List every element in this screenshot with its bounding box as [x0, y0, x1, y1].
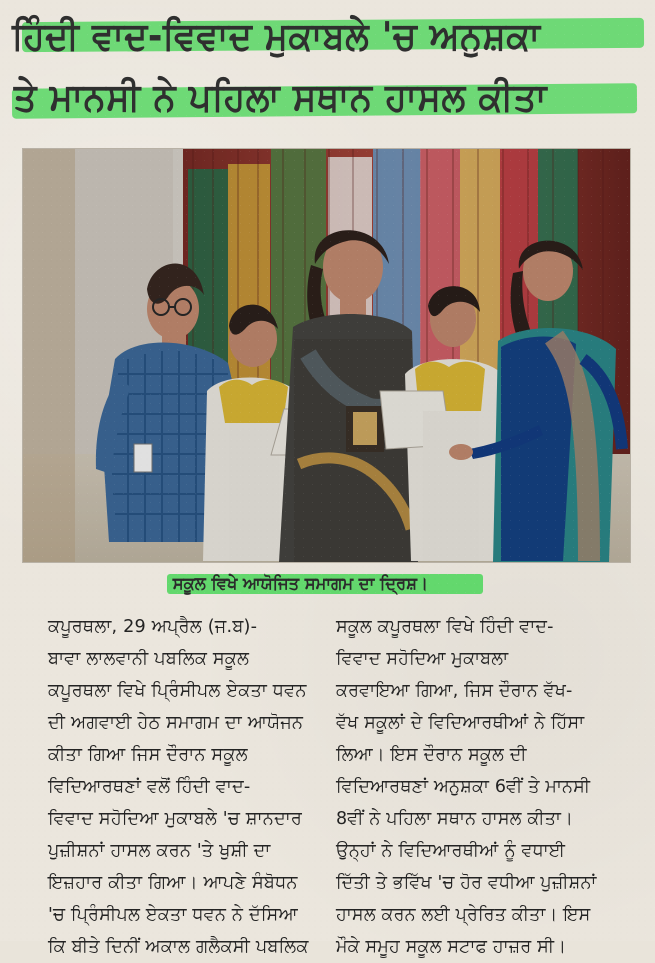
left-column-line: ਵਿਵਾਦ ਸਹੋਦਿਆ ਮੁਕਾਬਲੇ 'ਚ ਸ਼ਾਨਦਾਰ	[48, 808, 303, 829]
right-column-line: ਉਨ੍ਹਾਂ ਨੇ ਵਿਦਿਆਰਥੀਆਂ ਨੂੰ ਵਧਾਈ	[336, 840, 566, 861]
headline-text-1: ਹਿੰਦੀ ਵਾਦ-ਵਿਵਾਦ ਮੁਕਾਬਲੇ 'ਚ ਅਨੁਸ਼ਕਾ	[12, 14, 541, 58]
left-column-line: ਕਪੂਰਥਲਾ ਵਿਖੇ ਪ੍ਰਿੰਸੀਪਲ ਏਕਤਾ ਧਵਨ	[48, 680, 307, 701]
right-column-line: 8ਵੀਂ ਨੇ ਪਹਿਲਾ ਸਥਾਨ ਹਾਸਲ ਕੀਤਾ।	[336, 808, 574, 829]
right-column-line: ਲਿਆ। ਇਸ ਦੌਰਾਨ ਸਕੂਲ ਦੀ	[336, 744, 527, 765]
right-column-line: ਦਿੱਤੀ ਤੇ ਭਵਿੱਖ 'ਚ ਹੋਰ ਵਧੀਆ ਪੁਜ਼ੀਸ਼ਨਾਂ	[336, 872, 597, 893]
right-column-line: ਕਰਵਾਇਆ ਗਿਆ, ਜਿਸ ਦੌਰਾਨ ਵੱਖ-	[336, 680, 573, 701]
headline-text-2: ਤੇ ਮਾਨਸੀ ਨੇ ਪਹਿਲਾ ਸਥਾਨ ਹਾਸਲ ਕੀਤਾ	[13, 75, 547, 119]
left-column-line: ਕੀਤਾ ਗਿਆ ਜਿਸ ਦੌਰਾਨ ਸਕੂਲ	[48, 744, 248, 765]
left-column-line: ਕਿ ਬੀਤੇ ਦਿਨੀਂ ਅਕਾਲ ਗਲੈਕਸੀ ਪਬਲਿਕ	[48, 936, 309, 957]
photo-caption	[167, 569, 487, 599]
article-column-left	[48, 611, 336, 957]
article-column-right	[336, 611, 632, 957]
left-column-line: ਇਜ਼ਹਾਰ ਕੀਤਾ ਗਿਆ। ਆਪਣੇ ਸੰਬੋਧਨ	[48, 872, 298, 893]
left-column-line: ਪੁਜ਼ੀਸ਼ਨਾਂ ਹਾਸਲ ਕਰਨ 'ਤੇ ਖੁਸ਼ੀ ਦਾ	[48, 840, 271, 861]
left-column-line: ਕਪੂਰਥਲਾ, 29 ਅਪ੍ਰੈਲ (ਜ.ਬ)-	[48, 616, 258, 637]
left-column-line: ਵਿਦਿਆਰਥਣਾਂ ਵਲੋਂ ਹਿੰਦੀ ਵਾਦ-	[48, 776, 251, 797]
left-column-line: ਬਾਵਾ ਲਾਲਵਾਨੀ ਪਬਲਿਕ ਸਕੂਲ	[48, 648, 250, 669]
left-column-line: 'ਚ ਪ੍ਰਿੰਸੀਪਲ ਏਕਤਾ ਧਵਨ ਨੇ ਦੱਸਿਆ	[48, 904, 298, 925]
right-column-line: ਸਕੂਲ ਕਪੂਰਥਲਾ ਵਿਖੇ ਹਿੰਦੀ ਵਾਦ-	[336, 616, 554, 637]
left-column-line: ਦੀ ਅਗਵਾਈ ਹੇਠ ਸਮਾਗਮ ਦਾ ਆਯੋਜਨ	[48, 712, 304, 733]
event-photo-illustration	[23, 149, 630, 562]
right-column-line: ਵਿਵਾਦ ਸਹੋਦਿਆ ਮੁਕਾਬਲਾ	[336, 648, 509, 669]
right-column-line: ਵੱਖ ਸਕੂਲਾਂ ਦੇ ਵਿਦਿਆਰਥੀਆਂ ਨੇ ਹਿੱਸਾ	[336, 712, 585, 733]
right-column-line: ਹਾਸਲ ਕਰਨ ਲਈ ਪ੍ਰੇਰਿਤ ਕੀਤਾ। ਇਸ	[336, 904, 591, 925]
event-photo	[22, 148, 631, 563]
caption-text: ਸਕੂਲ ਵਿਖੇ ਆਯੋਜਿਤ ਸਮਾਗਮ ਦਾ ਦ੍ਰਿਸ਼।	[172, 574, 428, 594]
headline-line-1	[12, 10, 643, 62]
headline-line-2	[12, 70, 643, 124]
right-column-line: ਵਿਦਿਆਰਥਣਾਂ ਅਨੁਸ਼ਕਾ 6ਵੀਂ ਤੇ ਮਾਨਸੀ	[336, 776, 591, 797]
right-column-line: ਮੌਕੇ ਸਮੂਹ ਸਕੂਲ ਸਟਾਫ ਹਾਜ਼ਰ ਸੀ।	[336, 936, 567, 957]
